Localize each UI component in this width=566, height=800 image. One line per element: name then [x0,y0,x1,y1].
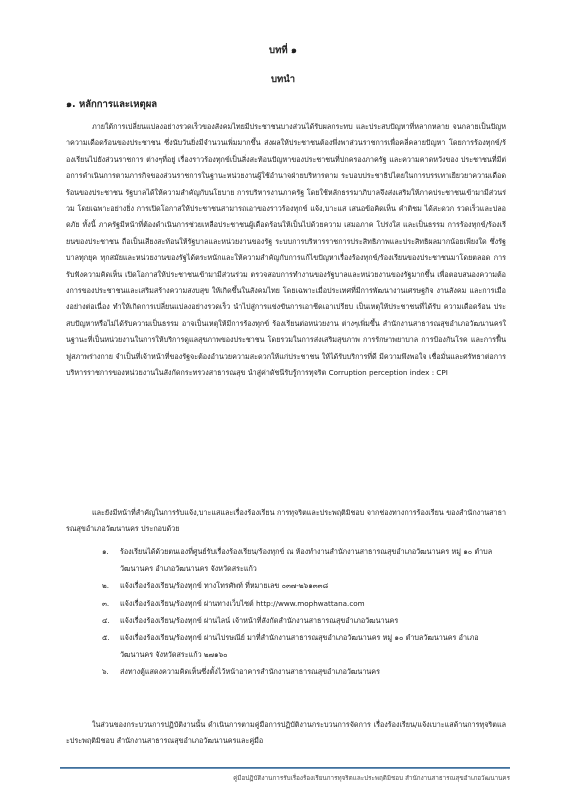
list-item-number: ๕. [102,633,110,643]
body-paragraph-2: และยังมีหน้าที่สำคัญในการรับแจ้ง,บาะแสและเรื่องร้องเรียน การทุจริตและประพฤติมิชอบ จากช่องทางการร้องเรียน ของสำนักงานสาธารณสุขอำเภอวัฒนานคร ประกอบด้วย [66,508,506,534]
chapter-title: บทนำ [270,74,296,85]
list-item-text: แจ้งเรื่องร้องเรียน/ร้องทุกข์ ผ่านไลน์ เจ้าหน้าที่สังกัดสำนักงานสาธารณสุขอำเภอวัฒนานคร [120,615,399,625]
list-item-text: ร้องเรียนได้ด้วยตนเองที่ศูนย์รับเรื่องร้องเรียน/ร้องทุกข์ ณ ห้องทำงานสำนักงานสาธารณสุขอำเภอวัฒนานคร หมู่ ๑๐ ตำบลวัฒนานคร อำเภอวัฒนานคร จังหวัดสระแก้ว [120,547,493,574]
list-item [102,577,508,594]
list-item [102,543,508,577]
list-item [102,663,508,680]
body-paragraph-1: ภายใต้การเปลี่ยนแปลงอย่างรวดเร็วของสังคมไทยมีประชาชนบางส่วนได้รับผลกระทบ และประสบปัญหาที่หลากหลาย จนกลายเป็นปัญหาความเดือดร้อนของประชาชน ซึ่งนับวันยิ่งมีจำนวนเพิ่มมากขึ้น ส่งผลให้ประชาชนต้องพึ่งพาส่วนราชการเพื่อคลี่คลายปัญหา โดยการร้องทุกข์/ร้องเรียนไปยังส่วนราชการ ต่างๆที่อยู่ เรื่องราวร้องทุกข์เป็นสิ่งสะท้อนปัญหาของประชาชนที่ปกครองภาครัฐ และความคาดหวังของ ประชาชนที่มีต่อการดำเนินการตามภารกิจของส่วนราชการในฐานะหน่วยงานผู้ใช้อำนาจฝ่ายบริหารตาม ระบอบประชาธิปไตยในการบรรเทาเยียวยาความเดือดร้อนของประชาชน รัฐบาลได้ให้ความสำคัญกับนโยบาย การบริหารงานภาครัฐ โดยใช้หลักธรรมาภิบาลจึงส่งเสริมให้ภาคประชาชนเข้ามามีส่วนร่วม โดยเฉพาะอย่างยิ่ง การเปิดโอกาสให้ประชาชนสามารถเอาของราวร้องทุกข์ แจ้ง,บาะแส เสนอข้อคิดเห็น คำติชม ได้สะดวก รวดเร็วและปลอดภัย ทั้งนี้ ภาครัฐมีหน้าที่ต้องดำเนินการช่วยเหลือประชาชนผู้เดือดร้อนให้เป็นไปด้วยความ เสมอภาค โปร่งใส และเป็นธรรม การร้องทุกข์/ร้องเรียนของประชาชน ถือเป็นเสียงสะท้อนให้รัฐบาลและหน่วยงานของรัฐ ระบบการบริหารราชการประสิทธิภาพและประสิทธิผลมากน้อยเพียงใด ซึ่งรัฐบาลทุกยุค ทุกสมัยและหน่วยงานของรัฐได้ตระหนักและให้ความสำคัญกับการแก้ไขปัญหาเรื่องร้องทุกข์/ร้องเรียนของประชาชนมาโดยตลอด การรับฟังความคิดเห็น เปิดโอกาสให้ประชาชนเข้ามามีส่วนร่วม ตรวจสอบการทำงานของรัฐบาลและหน่วยงานของรัฐมากขึ้น เพื่อตอบสนองความต้องการของประชาชนและเสริมสร้างความสงบสุข ให้เกิดขึ้นในสังคมไทย โดยเฉพาะเมื่อประเทศที่มีการพัฒนางานเศรษฐกิจ งานสังคม และการเมืองอย่างต่อเนื่อง ทำให้เกิดการเปลี่ยนแปลงอย่างรวดเร็ว นำไปสู่การแข่งขันการเอาชีดเอาเปรียบ เป็นเหตุให้ประชาชนที่ได้รับ ความเดือดร้อน ประสบปัญหาหรือไม่ได้รับความเป็นธรรม อาจเป็นเหตุให้มีการร้องทุกข์ ร้องเรียนต่อหน่วยงาน ต่างๆเพิ่มขึ้น สำนักงานสาธารณสุขอำเภอวัฒนานครในฐานะที่เป็นหน่วยงานในการให้บริการดูแลสุขภาพของประชาชน โดยรวมในการส่งเสริมสุขภาพ การรักษาพยาบาล การป้องกันโรค และการฟื้นฟูสภาพร่างกาย จำเป็นที่เจ้าหน้าที่ของรัฐจะต้องอำนวยความสะดวกให้แก่ประชาชน ให้ได้รับบริการที่ดี มีความพึงพอใจ เชื่อมั่นและศรัทธาต่อการบริหารราชการของหน่วยงานในสังกัดกระทรวงสาธารณสุข นำสู่ค่าดัชนีรับรู้การทุจริต Corruption perception index : CPI [66,122,506,378]
channel-list [102,543,508,681]
chapter-number: บทที่ ๑ [269,45,297,56]
list-item-number: ๓. [102,598,110,608]
footer-text: คู่มือปฏิบัติงานการรับเรื่องร้องเรียนการทุจริตและประพฤติมิชอบ สำนักงานสาธารณสุขอำเภอวัฒนานคร [233,775,510,782]
list-item-number: ๑. [102,547,109,556]
list-item-text: แจ้งเรื่องร้องเรียน/ร้องทุกข์ ผ่านทางเว็บไซต์ http://www.mophwattana.com [120,598,365,608]
list-item-number: ๔. [102,615,110,625]
section-heading: ๑. หลักการและเหตุผล [66,99,158,110]
list-item-text: แจ้งเรื่องร้องเรียน/ร้องทุกข์ ทางโทรศัพท์ ที่หมายเลข ๐๓๗-๒๖๑๓๓๘ [120,581,329,591]
list-item-text: แจ้งเรื่องร้องเรียน/ร้องทุกข์ ผ่านไปรษณีย์ มาที่สำนักงานสาธารณสุขอำเภอวัฒนานคร หมู่ ๑๐ ตำบลวัฒนานคร อำเภอวัฒนานคร จังหวัดสระแก้ว ๒๗๑๖๐ [120,633,479,660]
list-item [102,629,508,663]
footer-divider [60,767,510,769]
list-item-number: ๒. [102,581,110,591]
list-item [102,595,508,612]
list-item-text: ส่งทางตู้แสดงความคิดเห็นซึ่งตั้งไว้หน้าอาคารสำนักงานสาธารณสุขอำเภอวัฒนานคร [120,667,380,677]
list-item-number: ๖. [102,667,109,677]
list-item [102,612,508,629]
body-paragraph-3: ในส่วนของกระบวนการปฏิบัติงานนั้น ดำเนินการตามคู่มือการปฏิบัติงานกระบวนการจัดการ เรื่องร้องเรียน/แจ้งเบาะแสด้านการทุจริตและประพฤติมิชอบ สำนักงานสาธารณสุขอำเภอวัฒนานครและคู่มือ [66,720,506,746]
